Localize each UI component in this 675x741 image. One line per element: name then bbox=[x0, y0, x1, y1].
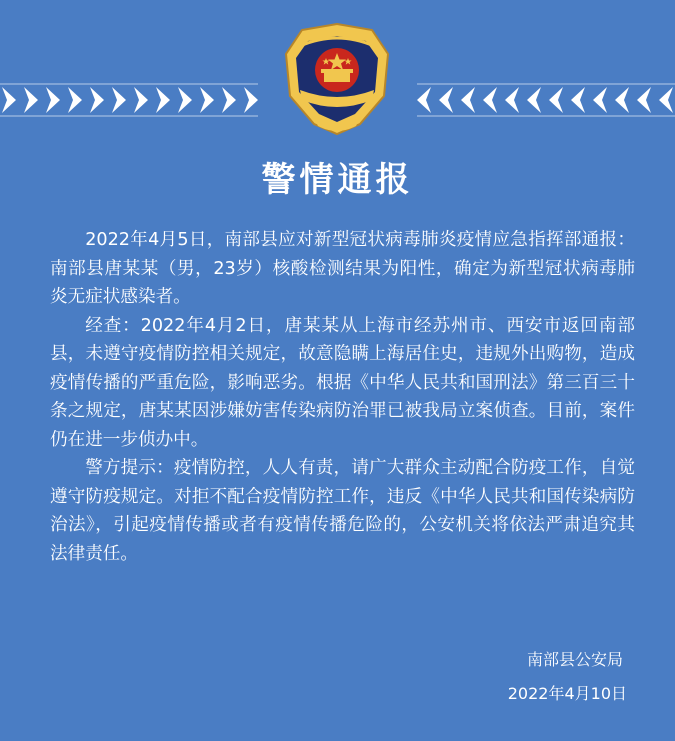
wing-feather bbox=[2, 87, 16, 113]
wing-feather bbox=[200, 87, 214, 113]
notice-body bbox=[50, 226, 635, 568]
wing-feather bbox=[571, 87, 585, 113]
wing-feather bbox=[244, 87, 258, 113]
right-wing-ornament bbox=[417, 84, 675, 116]
wing-feather bbox=[593, 87, 607, 113]
wing-feather bbox=[178, 87, 192, 113]
wing-feather bbox=[439, 87, 453, 113]
issue-date: 2022年4月10日 bbox=[507, 684, 627, 703]
header-banner bbox=[0, 0, 675, 150]
notice-paragraph-2: 经查：2022年4月2日，唐某某从上海市经苏州市、西安市返回南部县，未遵守疫情防控相关规定，故意隐瞒上海居住史，违规外出购物，造成疫情传播的严重危险，影响恶劣。根据《中华人民共和国刑法》第三百三十条之规定，唐某某因涉嫌妨害传染病防治罪已被我局立案侦查。目前，案件仍在进一步侦办中。 bbox=[50, 315, 635, 450]
banner-graphic bbox=[0, 0, 675, 150]
wing-feather bbox=[90, 87, 104, 113]
wing-feather bbox=[134, 87, 148, 113]
wing-feather bbox=[417, 87, 431, 113]
issuer-signature: 南部县公安局 bbox=[526, 650, 623, 669]
wing-feather bbox=[156, 87, 170, 113]
notice-paragraph-3: 警方提示：疫情防控，人人有责，请广大群众主动配合防疫工作，自觉遵守防疫规定。对拒不配合疫情防控工作，违反《中华人民共和国传染病防治法》，引起疫情传播或者有疫情传播危险的，公安机关将依法严肃追究其法律责任。 bbox=[50, 458, 635, 564]
wing-feather bbox=[68, 87, 82, 113]
police-emblem-icon bbox=[286, 24, 388, 134]
wing-feather bbox=[222, 87, 236, 113]
wing-feather bbox=[112, 87, 126, 113]
wing-feather bbox=[483, 87, 497, 113]
left-wing-ornament bbox=[0, 84, 258, 116]
wing-feather bbox=[505, 87, 519, 113]
notice-title: 警情通报 bbox=[261, 160, 414, 200]
wing-feather bbox=[527, 87, 541, 113]
wing-feather bbox=[46, 87, 60, 113]
wing-feather bbox=[615, 87, 629, 113]
notice-paragraph-1: 2022年4月5日，南部县应对新型冠状病毒肺炎疫情应急指挥部通报：南部县唐某某（男，23岁）核酸检测结果为阳性，确定为新型冠状病毒肺炎无症状感染者。 bbox=[50, 230, 635, 307]
wing-feather bbox=[24, 87, 38, 113]
wing-feather bbox=[659, 87, 673, 113]
wing-feather bbox=[549, 87, 563, 113]
wing-feather bbox=[461, 87, 475, 113]
wing-feather bbox=[637, 87, 651, 113]
